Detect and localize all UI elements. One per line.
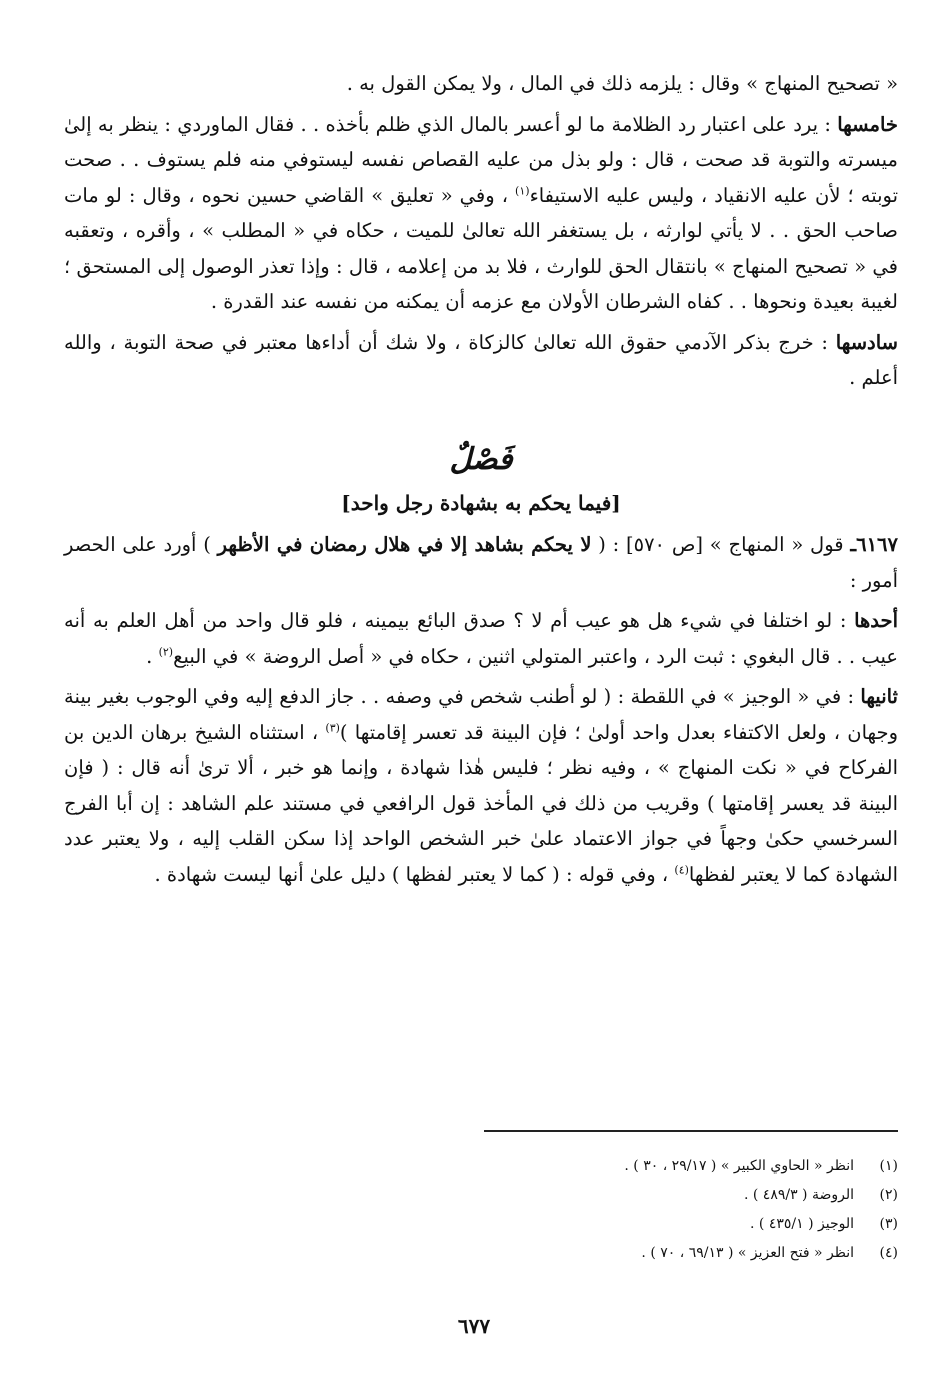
paragraph-sixth	[64, 325, 898, 396]
paragraph-lead: خامسها	[837, 112, 898, 136]
section-ornament-heading: فَصْلٌ	[449, 441, 513, 477]
footnote-text: انظر « الحاوي الكبير » ( ٢٩/١٧ ، ٣٠ ) .	[624, 1158, 854, 1174]
footnote-ref-3[interactable]: (٣)	[325, 721, 340, 734]
paragraph-text-cont: ، استثناه الشيخ برهان الدين بن الفركاح في « نكت المنهاج » ، وفيه نظر ؛ فليس هٰذا شهادة ، وإنما هو خبر ، ألا ترىٰ أنه قال : ( فإن البينة قد يعسر إقامتها ) وقريب من ذلك في المأخذ قول الرافعي في مستند علم الشاهد : إن أبا الفرج السرخسي حكىٰ وجهاً في جواز الاعتماد علىٰ خبر الشخص الواحد إذا سكن القلب إليه ، ولا يعتبر عدد الشهادة كما لا يعتبر لفظها	[64, 720, 898, 886]
paragraph-text: : في « الوجيز » في اللقطة : ( لو أطنب شخص في وصفه . . جاز الدفع إليه وفي الوجوب بغير بينة وجهان ، ولعل الاكتفاء بعدل واحد أولىٰ ؛ فإن البينة قد تعسر إقامتها )	[64, 685, 898, 744]
paragraph-first	[64, 603, 898, 674]
paragraph-text: : خرج بذكر الآدمي حقوق الله تعالىٰ كالزكاة ، ولا شك أن أداءها معتبر في صحة التوبة ، والله أعلم .	[64, 330, 898, 389]
footnote-divider	[484, 1130, 898, 1132]
footnote-ref-2[interactable]: (٢)	[158, 645, 174, 658]
footnote-text: انظر « فتح العزيز » ( ٦٩/١٣ ، ٧٠ ) .	[641, 1245, 854, 1261]
footnote-item	[100, 1152, 898, 1181]
paragraph-continuation	[64, 66, 898, 102]
entry-number: ٦١٦٧ـ	[850, 533, 899, 556]
paragraph-text-cont: ، وفي « تعليق » القاضي حسين نحوه ، وقال : لو مات صاحب الحق . . لا يأتي لوارثه ، بل يستغفر الله تعالىٰ للميت ، حكاه في « المطلب » ، وأقره ، وتعقبه في « تصحيح المنهاج » بانتقال الحق للوارث ، فلا بد من إعلامه ، قال : وإذا تعذر الوصول إلى المستحق ؛ لغيبة بعيدة ونحوها . . كفاه الشرطان الأولان مع عزمه أن يمكنه من نفسه عند القدرة .	[64, 183, 898, 313]
paragraph-text-cont: ) أورد على الحصر أمور :	[64, 533, 898, 592]
paragraph-text: : لو اختلفا في شيء هل هو عيب أم لا ؟ صدق البائع بيمينه ، فلو قال واحد من أهل العلم به أنه عيب . . قال البغوي : ثبت الرد ، واعتبر المتولي اثنين ، حكاه في « أصل الروضة » في البيع	[64, 609, 898, 668]
paragraph-text: : يرد على اعتبار رد الظلامة ما لو أعسر بالمال الذي ظلم بأخذه . . فقال الماوردي : ينظر به إلىٰ ميسرته والتوبة قد صحت ، قال : ولو بذل من عليه القصاص نفسه ليستوفي منه فلم يستوف . . صحت توبته ؛ لأن عليه الانقياد ، وليس عليه الاستيفاء	[64, 112, 899, 207]
footnote-item	[100, 1181, 898, 1210]
section-title: [فيما يحكم به بشهادة رجل واحد]	[341, 490, 621, 515]
footnote-number: (٢)	[879, 1187, 898, 1203]
paragraph-text: قول « المنهاج » [ص ٥٧٠] : (	[591, 533, 851, 556]
page-number: ٦٧٧	[457, 1314, 491, 1338]
footnote-number: (٣)	[879, 1216, 898, 1232]
paragraph-text-end: ، وفي قوله : ( كما لا يعتبر لفظها ) دليل علىٰ أنها ليست شهادة .	[154, 862, 675, 886]
footnote-item	[100, 1210, 898, 1239]
footnote-text: الوجيز ( ٤٣٥/١ ) .	[750, 1216, 854, 1232]
footnote-number: (١)	[879, 1158, 898, 1174]
footnote-ref-4[interactable]: (٤)	[674, 863, 689, 876]
footnotes	[100, 1152, 898, 1268]
paragraph-lead: أحدها	[854, 609, 898, 632]
footnote-text: الروضة ( ٤٨٩/٣ ) .	[743, 1187, 854, 1203]
footnote-item	[100, 1239, 898, 1268]
paragraph-fifth	[64, 107, 898, 320]
page-body	[64, 66, 898, 892]
footnote-number: (٤)	[879, 1245, 898, 1261]
paragraph-second	[64, 679, 898, 892]
paragraph-numbered-entry	[64, 527, 898, 598]
paragraph-lead: ثانيها	[860, 685, 898, 708]
quoted-text: لا يحكم بشاهد إلا في هلال رمضان في الأظهر	[217, 533, 592, 556]
footnote-ref-1[interactable]: (١)	[515, 184, 530, 197]
paragraph-lead: سادسها	[835, 330, 898, 354]
paragraph-text-cont: .	[146, 644, 159, 668]
paragraph-text: « تصحيح المنهاج » وقال : يلزمه ذلك في المال ، ولا يمكن القول به .	[346, 72, 898, 95]
